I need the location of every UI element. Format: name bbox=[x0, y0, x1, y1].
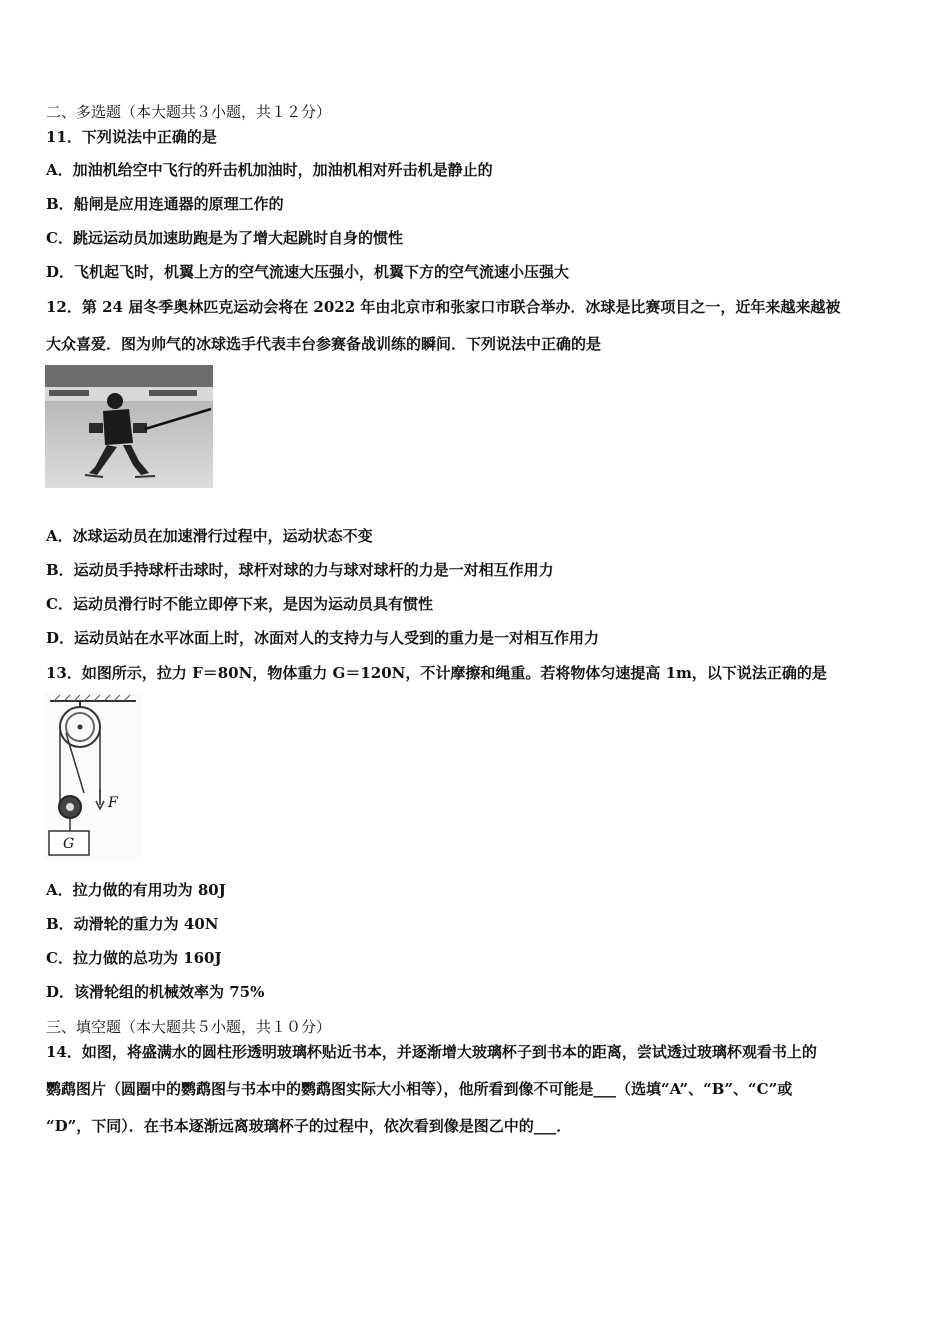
question-13-option-a: A．拉力做的有用功为 80J bbox=[46, 881, 226, 899]
question-13-option-b: B．动滑轮的重力为 40N bbox=[46, 915, 219, 933]
question-11-option-d: D．飞机起飞时，机翼上方的空气流速大压强小，机翼下方的空气流速小压强大 bbox=[46, 263, 570, 281]
section-heading-multiple-choice: 二、多选题（本大题共３小题，共１２分） bbox=[46, 103, 332, 121]
question-12-stem-line-1: 12．第 24 届冬季奥林匹克运动会将在 2022 年由北京市和张家口市联合举办．冰球是比赛项目之一，近年来越来越被 bbox=[46, 298, 841, 316]
question-12-option-c: C．运动员滑行时不能立即停下来，是因为运动员具有惯性 bbox=[46, 595, 433, 613]
question-11-option-a: A．加油机给空中飞行的歼击机加油时，加油机相对歼击机是静止的 bbox=[46, 161, 493, 179]
question-13-option-d: D．该滑轮组的机械效率为 75% bbox=[46, 983, 265, 1001]
question-11-stem: 11．下列说法中正确的是 bbox=[46, 128, 217, 146]
question-13-stem: 13．如图所示，拉力 F＝80N，物体重力 G＝120N，不计摩擦和绳重。若将物体匀速提高 1m，以下说法正确的是 bbox=[46, 664, 827, 682]
question-12-option-d: D．运动员站在水平冰面上时，冰面对人的支持力与人受到的重力是一对相互作用力 bbox=[46, 629, 600, 647]
question-14-line-2: 鹦鹉图片（圆圈中的鹦鹉图与书本中的鹦鹉图实际大小相等），他所看到像不可能是___（选填“A”、“B”、“C”或 bbox=[46, 1080, 793, 1098]
weight-label-g: G bbox=[63, 836, 75, 852]
question-14-line-1: 14．如图，将盛满水的圆柱形透明玻璃杯贴近书本，并逐渐增大玻璃杯子到书本的距离，尝试透过玻璃杯观看书上的 bbox=[46, 1043, 817, 1061]
ice-hockey-photo bbox=[45, 365, 213, 488]
question-12-option-a: A．冰球运动员在加速滑行过程中，运动状态不变 bbox=[46, 527, 373, 545]
section-heading-fill-in-blank: 三、填空题（本大题共５小题，共１０分） bbox=[46, 1018, 332, 1036]
question-11-option-b: B．船闸是应用连通器的原理工作的 bbox=[46, 195, 284, 213]
force-label-f: F bbox=[108, 795, 118, 811]
question-12-option-b: B．运动员手持球杆击球时，球杆对球的力与球对球杆的力是一对相互作用力 bbox=[46, 561, 554, 579]
pulley-system-diagram bbox=[44, 693, 142, 861]
question-12-stem-line-2: 大众喜爱．图为帅气的冰球选手代表丰台参赛备战训练的瞬间．下列说法中正确的是 bbox=[46, 335, 602, 353]
question-14-line-3: “D”，下同）．在书本逐渐远离玻璃杯子的过程中，依次看到像是图乙中的___． bbox=[46, 1117, 572, 1135]
question-11-option-c: C．跳远运动员加速助跑是为了增大起跳时自身的惯性 bbox=[46, 229, 403, 247]
question-13-option-c: C．拉力做的总功为 160J bbox=[46, 949, 222, 967]
